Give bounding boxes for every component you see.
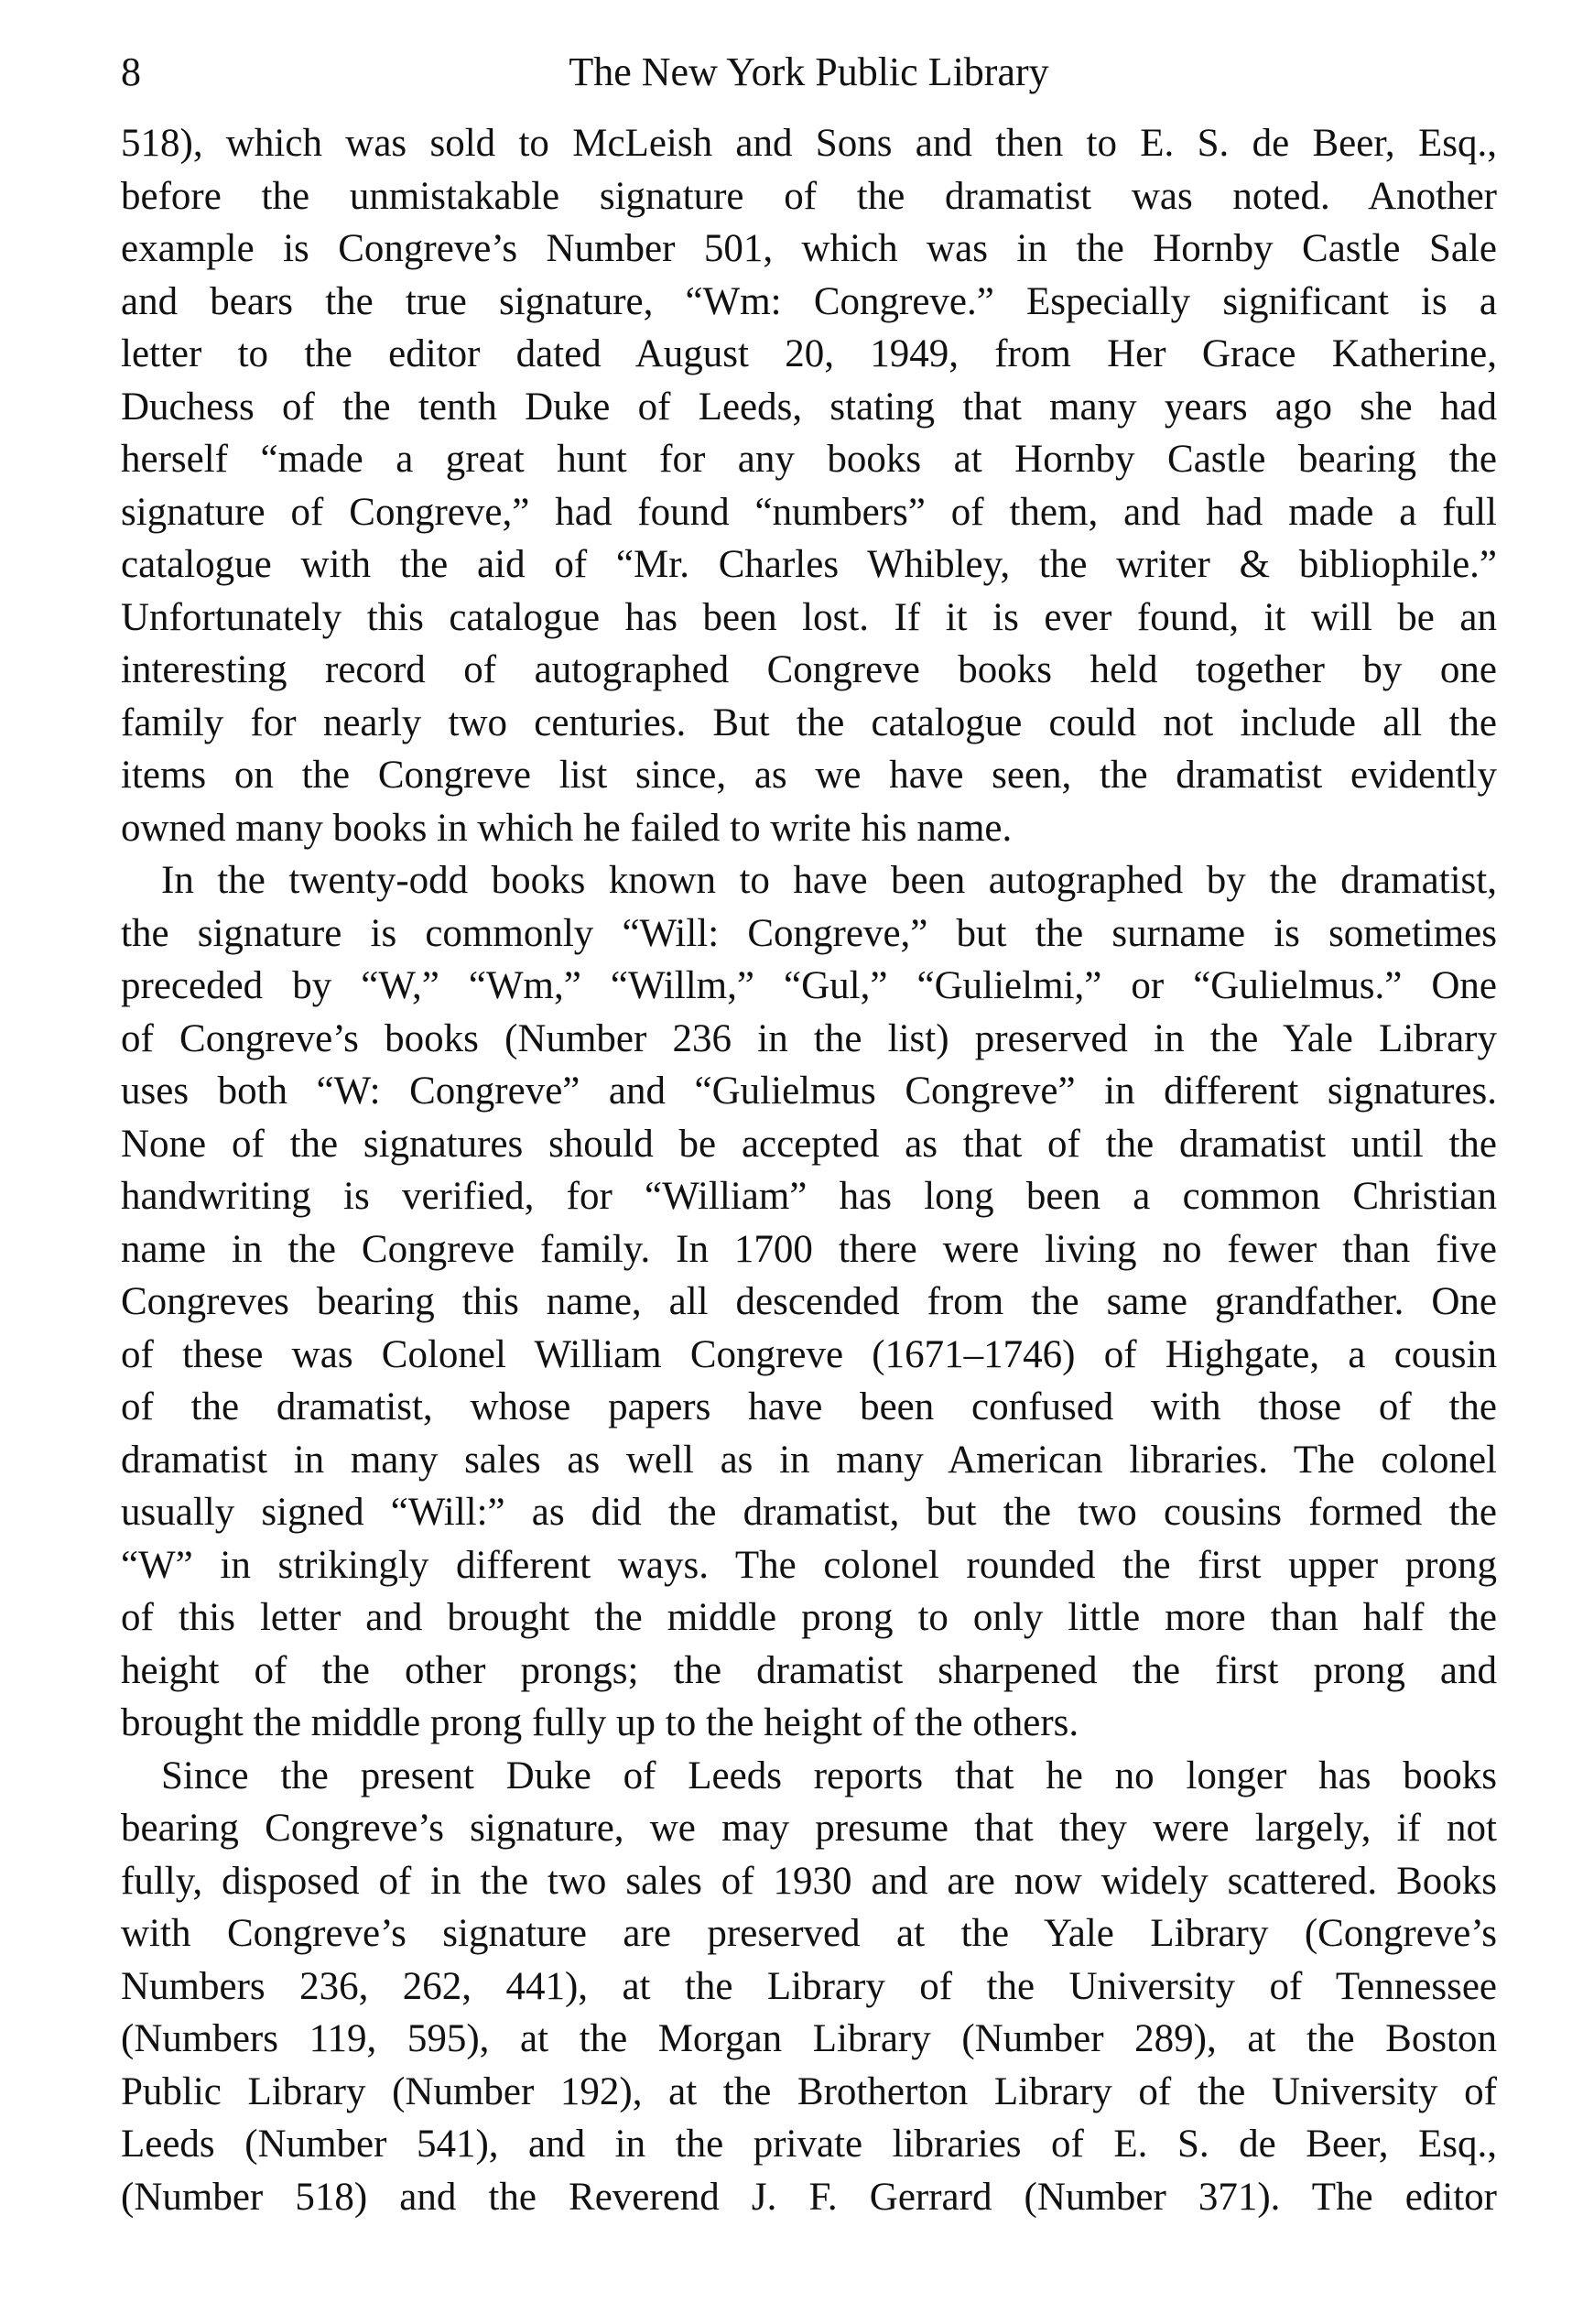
text-line: and bears the true signature, “Wm: Congreve.” Especially significant is a (121, 279, 1497, 323)
running-title: The New York Public Library (569, 49, 1049, 94)
text-line: Duchess of the tenth Duke of Leeds, stating that many years ago she had (121, 385, 1497, 429)
text-line: interesting record of autographed Congreve books held together by one (121, 648, 1497, 691)
text-line: owned many books in which he failed to write his name. (121, 806, 1013, 850)
text-line: herself “made a great hunt for any books at Hornby Castle bearing the (121, 438, 1497, 481)
text-line: Leeds (Number 541), and in the private libraries of E. S. de Beer, Esq., (121, 2123, 1497, 2166)
text-line: family for nearly two centuries. But the catalogue could not include all the (121, 700, 1497, 744)
text-line: of the dramatist, whose papers have been confused with those of the (121, 1385, 1497, 1428)
body-text (121, 117, 1497, 2223)
paragraph-2 (121, 854, 1497, 1750)
text-line: 518), which was sold to McLeish and Sons and then to E. S. de Beer, Esq., (121, 122, 1497, 165)
text-line: bearing Congreve’s signature, we may presume that they were largely, if not (121, 1807, 1497, 1850)
text-line: signature of Congreve,” had found “numbers” of them, and had made a full (121, 490, 1497, 534)
text-line: (Numbers 119, 595), at the Morgan Library (Number 289), at the Boston (121, 2017, 1497, 2060)
text-line: with Congreve’s signature are preserved at the Yale Library (Congreve’s (121, 1912, 1497, 1955)
text-line: Unfortunately this catalogue has been lost. If it is ever found, it will be an (121, 595, 1497, 639)
text-line: name in the Congreve family. In 1700 there were living no fewer than five (121, 1227, 1497, 1271)
text-line: of this letter and brought the middle prong to only little more than half the (121, 1596, 1497, 1639)
text-line: In the twenty-odd books known to have been autographed by the dramatist, (161, 859, 1497, 902)
text-line: “W” in strikingly different ways. The colonel rounded the first upper prong (121, 1543, 1497, 1587)
text-line: dramatist in many sales as well as in many American libraries. The colonel (121, 1438, 1497, 1482)
text-line: fully, disposed of in the two sales of 1930 and are now widely scattered. Books (121, 1859, 1497, 1903)
text-line: Since the present Duke of Leeds reports that he no longer has books (161, 1754, 1497, 1797)
text-line: height of the other prongs; the dramatist sharpened the first prong and (121, 1648, 1497, 1692)
text-line: of Congreve’s books (Number 236 in the list) preserved in the Yale Library (121, 1016, 1497, 1060)
paragraph-1 (121, 117, 1497, 854)
text-line: uses both “W: Congreve” and “Gulielmus Congreve” in different signatures. (121, 1070, 1497, 1113)
text-line: usually signed “Will:” as did the dramatist, but the two cousins formed the (121, 1491, 1497, 1534)
paragraph-3 (121, 1750, 1497, 2224)
text-line: brought the middle prong fully up to the height of the others. (121, 1701, 1079, 1744)
text-line: catalogue with the aid of “Mr. Charles Whibley, the writer & bibliophile.” (121, 543, 1497, 586)
text-line: example is Congreve’s Number 501, which was in the Hornby Castle Sale (121, 227, 1497, 270)
text-line: (Number 518) and the Reverend J. F. Gerrard (Number 371). The editor (121, 2175, 1497, 2219)
text-line: before the unmistakable signature of the dramatist was noted. Another (121, 174, 1497, 218)
text-line: the signature is commonly “Will: Congreve,” but the surname is sometimes (121, 911, 1497, 955)
text-line: items on the Congreve list since, as we have seen, the dramatist evidently (121, 754, 1497, 797)
running-head (121, 46, 1497, 99)
text-line: preceded by “W,” “Wm,” “Willm,” “Gul,” “Gulielmi,” or “Gulielmus.” One (121, 964, 1497, 1007)
text-line: Public Library (Number 192), at the Brotherton Library of the University of (121, 2069, 1497, 2113)
page-number: 8 (121, 49, 141, 94)
text-line: of these was Colonel William Congreve (1671–1746) of Highgate, a cousin (121, 1332, 1497, 1376)
text-line: letter to the editor dated August 20, 1949, from Her Grace Katherine, (121, 332, 1497, 375)
text-line: Congreves bearing this name, all descended from the same grandfather. One (121, 1280, 1497, 1323)
text-line: handwriting is verified, for “William” has long been a common Christian (121, 1175, 1497, 1218)
text-line: None of the signatures should be accepted as that of the dramatist until the (121, 1122, 1497, 1166)
text-line: Numbers 236, 262, 441), at the Library of the University of Tennessee (121, 1964, 1497, 2008)
